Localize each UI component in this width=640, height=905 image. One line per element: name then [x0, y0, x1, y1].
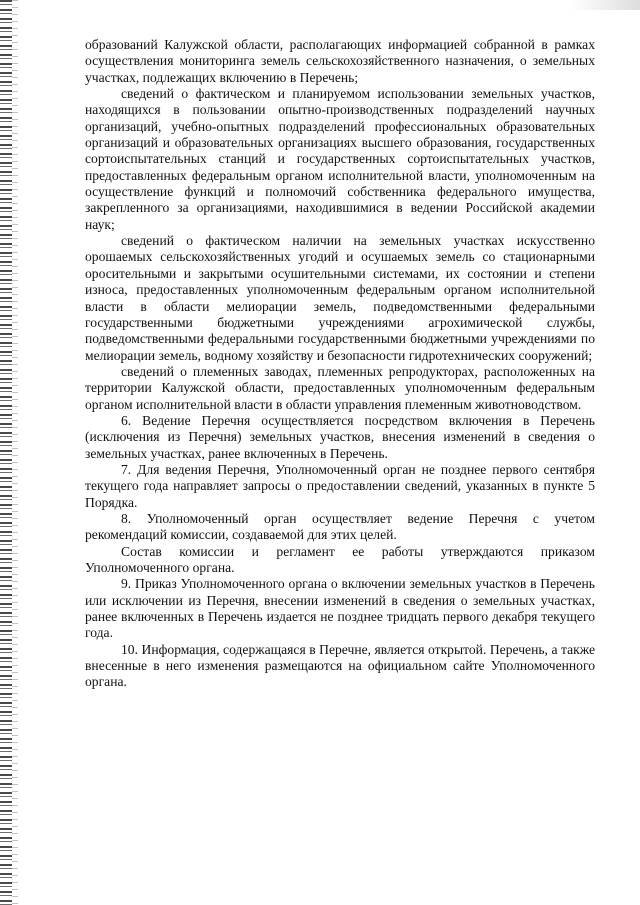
scan-binding-shadow — [12, 0, 18, 905]
paragraph-experimental-land: сведений о фактическом и планируемом использовании земельных участков, находящихся в пользовании опытно-производственных подразделений научных организаций, учебно-опытных подразделений профессиональных образовательных организаций и образовательных организациях высшего образования, государственных сортоиспытательных станций и государственных сортоиспытательных участков, предоставленных федеральным органом исполнительной власти, уполномоченным на осуществление функций и полномочий собственника федерального имущества, закрепленного за организациями, находившимися в ведении Российской академии наук; — [85, 86, 595, 232]
paragraph-breeding-farms: сведений о племенных заводах, племенных репродукторах, расположенных на территории Калужской области, предоставленных уполномоченным федеральным органом исполнительной власти в области управления племенным животноводством. — [85, 363, 595, 412]
document-body — [85, 37, 595, 691]
paragraph-item-9: 9. Приказ Уполномоченного органа о включении земельных участков в Перечень или исключении из Перечня, внесении изменений в сведения о земельных участках, ранее включенных в Перечень издается не позднее тридцать первого декабря текущего года. — [85, 576, 595, 641]
paragraph-item-6: 6. Ведение Перечня осуществляется посредством включения в Перечень (исключения из Перечня) земельных участков, внесения изменений в сведения о земельных участках, ранее включенных в Перечень. — [85, 412, 595, 461]
paragraph-commission: Состав комиссии и регламент ее работы утверждаются приказом Уполномоченного органа. — [85, 543, 595, 575]
paragraph-irrigated-land: сведений о фактическом наличии на земельных участках искусственно орошаемых сельскохозяйственных угодий и осушаемых земель со стационарными оросительными и закрытыми осушительными системами, их состоянии и степени износа, предоставленных уполномоченным федеральным органом исполнительной власти в области мелиорации земель, подведомственными федеральными государственными бюджетными учреждениями агрохимической службы, подведомственными федеральными государственными бюджетными учреждениями по мелиорации земель, водному хозяйству и безопасности гидротехнических сооружений; — [85, 233, 595, 363]
paragraph-item-10: 10. Информация, содержащаяся в Перечне, является открытой. Перечень, а также внесенные в него изменения размещаются на официальном сайте Уполномоченного органа. — [85, 641, 595, 690]
paragraph-continuation: образований Калужской области, располагающих информацией собранной в рамках осуществления мониторинга земель сельскохозяйственного назначения, о земельных участках, подлежащих включению в Перечень; — [85, 37, 595, 85]
scan-binding-edge — [0, 0, 12, 905]
scan-corner-smudge — [570, 0, 640, 10]
paragraph-item-7: 7. Для ведения Перечня, Уполномоченный орган не позднее первого сентября текущего года направляет запросы о предоставлении сведений, указанных в пункте 5 Порядка. — [85, 461, 595, 510]
paragraph-item-8: 8. Уполномоченный орган осуществляет ведение Перечня с учетом рекомендаций комиссии, создаваемой для этих целей. — [85, 510, 595, 543]
